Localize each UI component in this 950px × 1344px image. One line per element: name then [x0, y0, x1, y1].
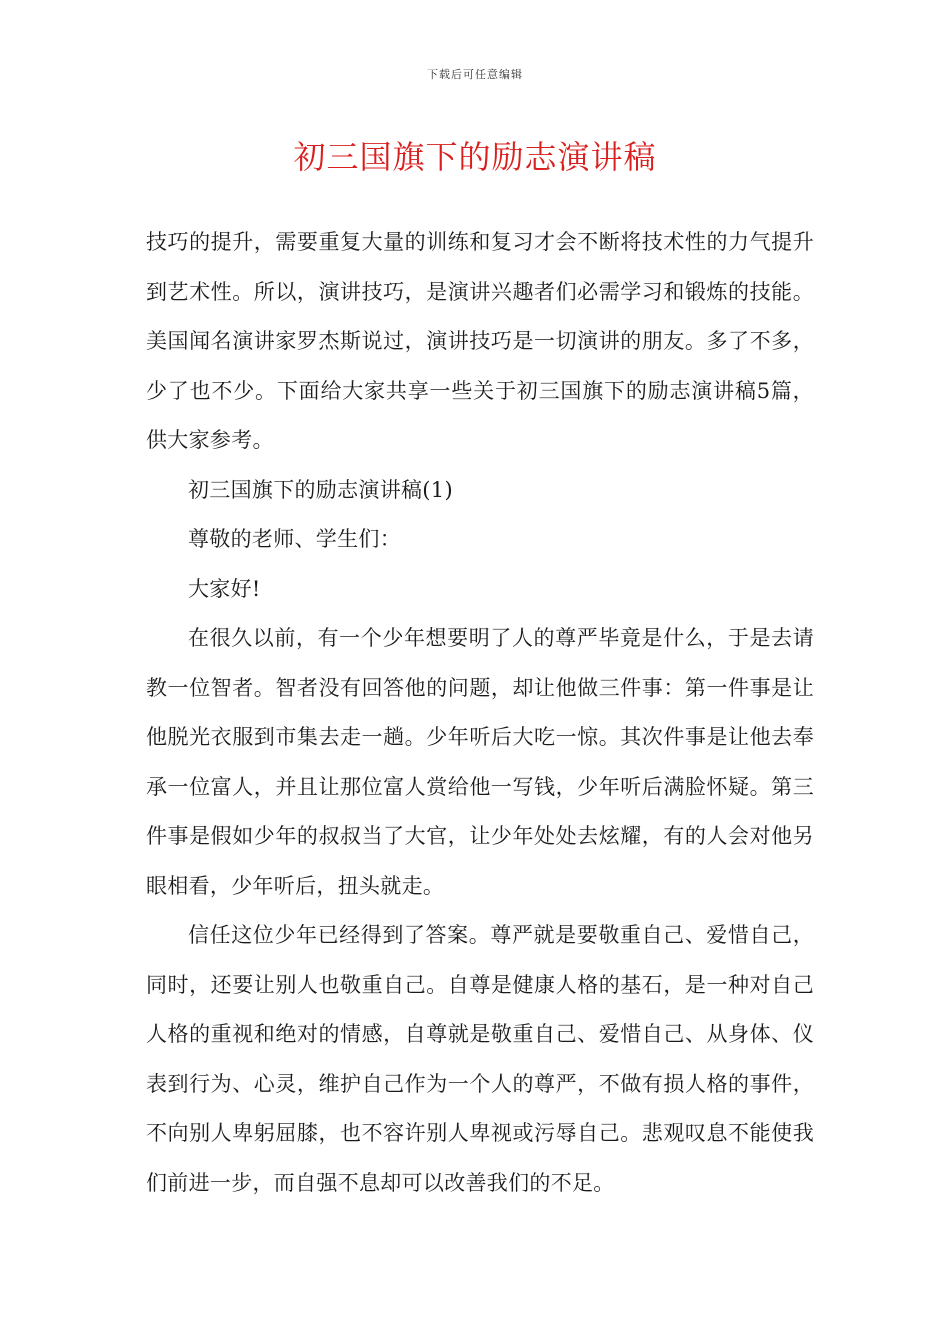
header-note: 下载后可任意编辑	[427, 68, 523, 81]
document-body	[146, 218, 814, 1208]
dignity-paragraph: 信任这位少年已经得到了答案。尊严就是要敬重自己、爱惜自己，同时，还要让别人也敬重自己。自尊是健康人格的基石，是一种对自己人格的重视和绝对的情感，自尊就是敬重自己、爱惜自己、从身体、仪表到行为、心灵，维护自己作为一个人的尊严，不做有损人格的事件，不向别人卑躬屈膝，也不容许别人卑视或污辱自己。悲观叹息不能使我们前进一步，而自强不息却可以改善我们的不足。	[146, 923, 814, 1195]
speech-heading: 初三国旗下的励志演讲稿(1)	[188, 477, 453, 502]
story-paragraph: 在很久以前，有一个少年想要明了人的尊严毕竟是什么，于是去请教一位智者。智者没有回答他的问题，却让他做三件事：第一件事是让他脱光衣服到市集去走一趟。少年听后大吃一惊。其次件事是让他去奉承一位富人，并且让那位富人赏给他一写钱，少年听后满脸怀疑。第三件事是假如少年的叔叔当了大官，让少年处处去炫耀，有的人会对他另眼相看，少年听后，扭头就走。	[146, 626, 814, 898]
intro-paragraph: 技巧的提升，需要重复大量的训练和复习才会不断将技术性的力气提升到艺术性。所以，演讲技巧，是演讲兴趣者们必需学习和锻炼的技能。美国闻名演讲家罗杰斯说过，演讲技巧是一切演讲的朋友。多了不多，少了也不少。下面给大家共享一些关于初三国旗下的励志演讲稿5篇，供大家参考。	[146, 230, 814, 452]
document-title: 初三国旗下的励志演讲稿	[293, 138, 657, 176]
greeting: 大家好!	[188, 576, 261, 601]
salutation: 尊敬的老师、学生们：	[188, 527, 401, 551]
